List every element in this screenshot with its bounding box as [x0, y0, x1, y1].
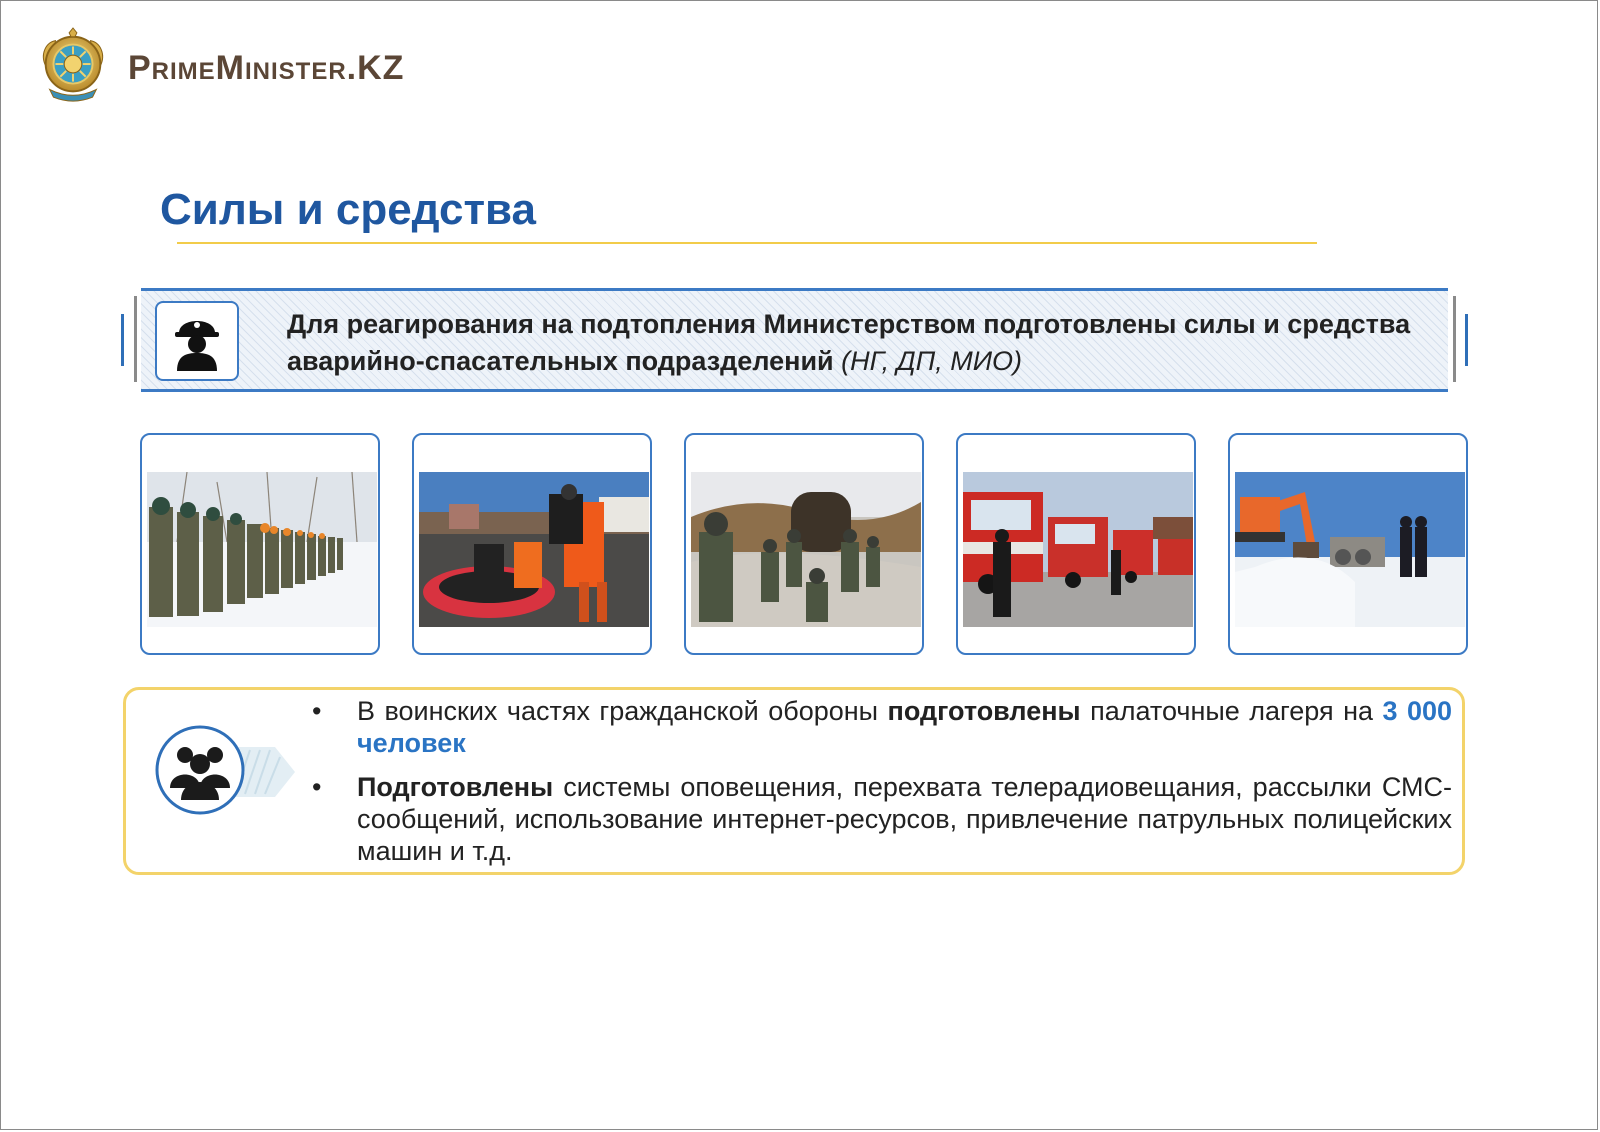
rescuers-at-work-photo — [691, 472, 921, 627]
photo-card — [1228, 433, 1468, 655]
people-group-icon — [155, 722, 305, 822]
brand-name[interactable]: PrimeMinister.KZ — [128, 49, 405, 87]
banner-text — [287, 306, 1427, 380]
bullet2-post: системы оповещения, перехвата телерадиовещания, рассылки СМС-сообщений, использование интернет-ресурсов, привлечение патрульных полицейских машин и т.д. — [357, 772, 1452, 866]
photo-card — [956, 433, 1196, 655]
photo-card — [412, 433, 652, 655]
banner-right-tick — [1465, 314, 1468, 366]
bullet-tent-camps — [312, 695, 1452, 759]
excavator-photo — [1235, 472, 1465, 627]
page-title: Силы и средства — [160, 185, 536, 234]
soldiers-formation-photo — [147, 472, 377, 627]
photo-card — [684, 433, 924, 655]
banner-left-edge — [134, 296, 137, 382]
title-underline — [177, 242, 1317, 244]
banner-right-edge — [1453, 296, 1456, 382]
rescue-boat-photo — [419, 472, 649, 627]
banner-main-text: Для реагирования на подтопления Министерством подготовлены силы и средства аварийно-спасательных подразделений — [287, 309, 1411, 376]
info-bullets — [312, 695, 1452, 879]
brand-header — [34, 26, 404, 106]
bullet1-bold: подготовлены — [887, 696, 1081, 726]
banner-left-tick — [121, 314, 124, 366]
bullet2-bold: Подготовлены — [357, 772, 554, 802]
banner-icon-frame — [155, 301, 239, 381]
fire-trucks-photo — [963, 472, 1193, 627]
photo-card — [140, 433, 380, 655]
bullet1-accent: 3 000 человек — [357, 696, 1452, 758]
bullet1-pre: В воинских частях гражданской обороны — [357, 696, 888, 726]
rescuer-helmet-icon — [169, 311, 225, 371]
banner-note-text: (НГ, ДП, МИО) — [841, 346, 1023, 376]
kazakhstan-state-emblem-icon — [34, 26, 112, 106]
bullet1-post: палаточные лагеря на — [1080, 696, 1383, 726]
bullet-systems — [312, 771, 1452, 867]
